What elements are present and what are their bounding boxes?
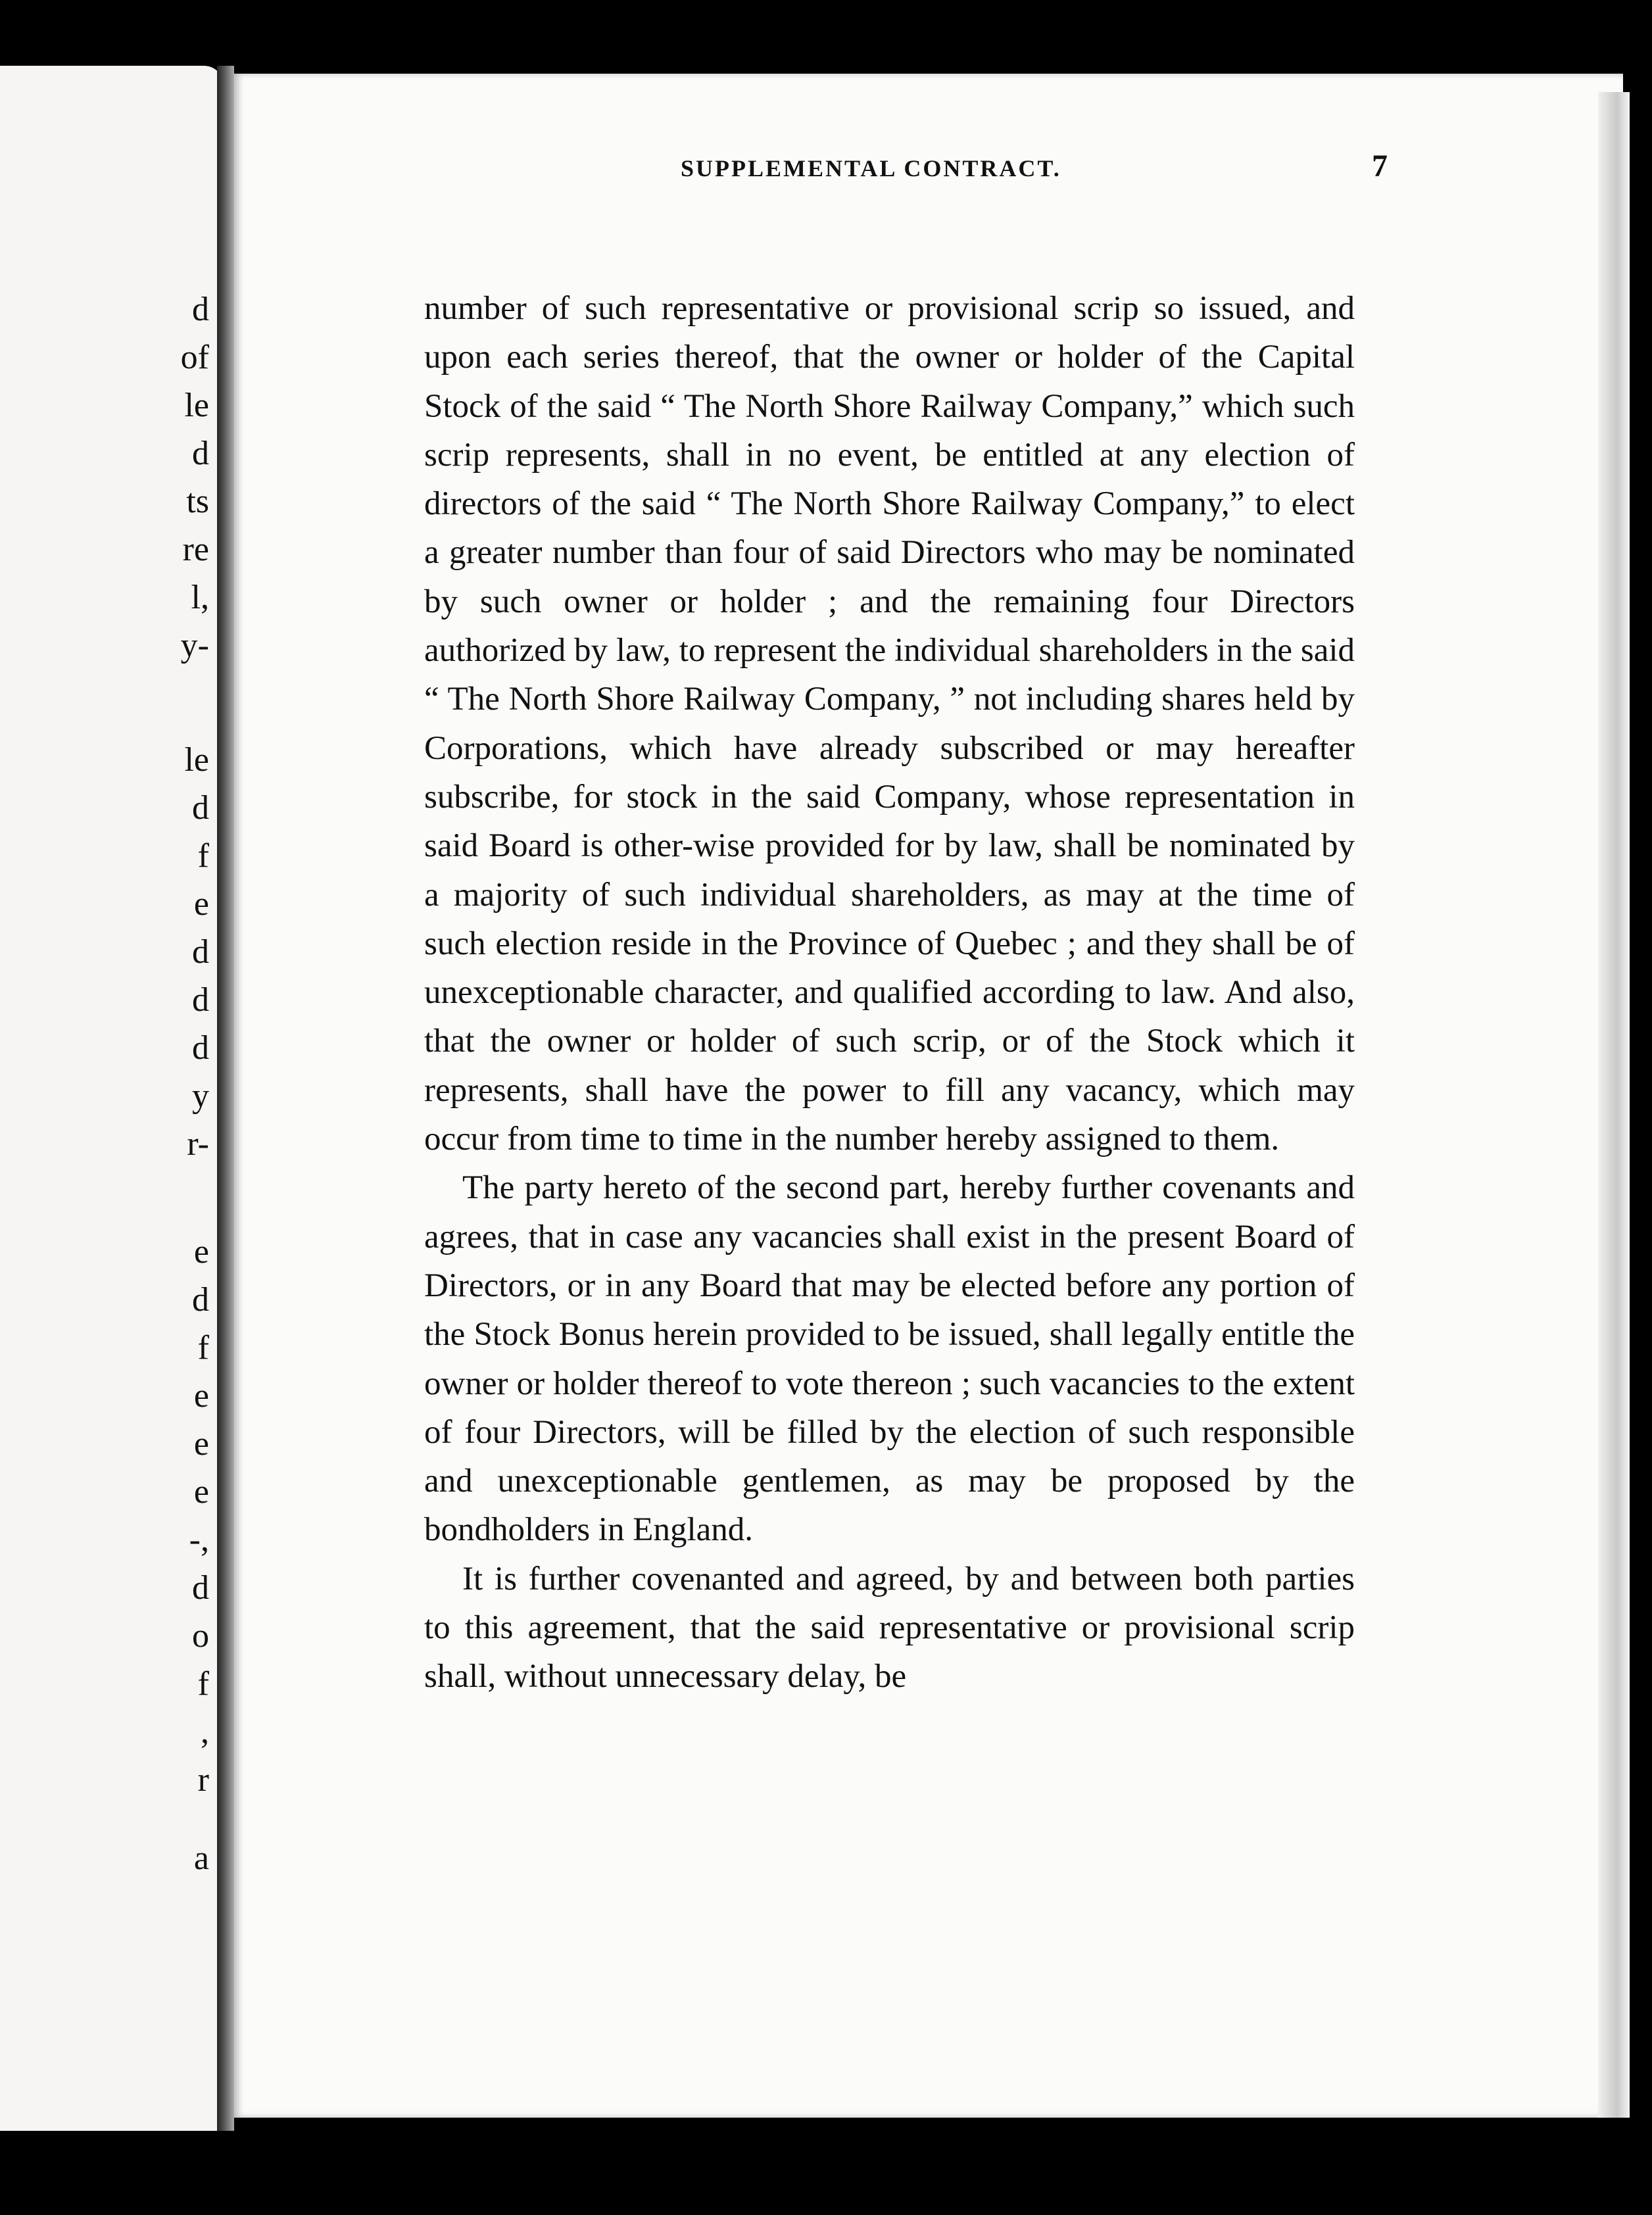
left-text-fragment: d xyxy=(192,1569,209,1607)
left-text-fragment: d xyxy=(192,933,209,971)
body-text xyxy=(424,284,1355,1701)
left-text-fragment: d xyxy=(192,1281,209,1319)
page-edge-shadow xyxy=(1598,92,1630,2118)
book-gutter xyxy=(217,66,234,2131)
left-text-fragment: d xyxy=(192,291,209,328)
left-text-fragment: r- xyxy=(187,1125,209,1163)
left-text-fragment: e xyxy=(193,1377,209,1415)
left-text-fragment: e xyxy=(193,885,209,923)
left-text-fragment: of xyxy=(180,339,209,376)
left-text-fragment: -, xyxy=(189,1521,209,1559)
left-text-fragment: e xyxy=(193,1233,209,1271)
left-text-fragment: e xyxy=(193,1425,209,1463)
left-text-fragment: , xyxy=(201,1713,209,1751)
paragraph: The party hereto of the second part, hereby further covenants and agrees, that in case any vacancies shall exist in the present Board of Directors, or in any Board that may be elected before any portion of the Stock Bonus herein provided to be issued, shall legally entitle the owner or holder thereof to vote thereon ; such vacancies to the extent of four Directors, will be filled by the election of such responsible and unexceptionable gentlemen, as may be proposed by the bondholders in England. xyxy=(424,1169,1355,1549)
paragraph: number of such representative or provisional scrip so issued, and upon each series thereof, that the owner or holder of the Capital Stock of the said “ The North Shore Railway Company,” which such scrip represents, shall in no event, be entitled at any election of directors of the said “ The North Shore Railway Company,” to elect a greater number than four of said Directors who may be nominated by such owner or holder ; and the remaining four Directors authorized by law, to represent the individual shareholders in the said “ The North Shore Railway Company, ” not including shares held by Corporations, which have already subscribed or may hereafter subscribe, for stock in the said Company, whose representation in said Board is other-wise provided for by law, shall be nominated by a majority of such individual shareholders, as may at the time of such election reside in the Province of Quebec ; and they shall be of unexceptionable character, and qualified according to law. And also, that the owner or holder of such scrip, or of the Stock which it represents, shall have the power to fill any vacancy, which may occur from time to time in the number hereby assigned to them. xyxy=(424,290,1355,1158)
left-text-fragment: y- xyxy=(180,627,209,664)
left-text-fragment: ts xyxy=(186,483,209,520)
left-text-fragment: d xyxy=(192,435,209,472)
left-text-fragment: f xyxy=(197,1665,209,1703)
left-text-fragment: f xyxy=(197,837,209,875)
running-title: SUPPLEMENTAL CONTRACT. xyxy=(681,155,1061,182)
left-text-fragment: l, xyxy=(191,579,209,616)
page-number: 7 xyxy=(1372,149,1388,183)
left-text-fragment: d xyxy=(192,1029,209,1067)
paragraph: It is further covenanted and agreed, by and between both parties to this agreement, that the said representative or provisional scrip shall, without unnecessary delay, be xyxy=(424,1560,1355,1695)
left-text-fragment: d xyxy=(192,789,209,827)
left-text-fragment: e xyxy=(193,1473,209,1511)
left-text-fragment: o xyxy=(192,1617,209,1655)
left-text-fragment: le xyxy=(184,741,209,779)
left-text-fragment: r xyxy=(197,1761,209,1799)
left-text-fragment: d xyxy=(192,981,209,1019)
left-text-fragment: f xyxy=(197,1329,209,1367)
left-text-fragment: a xyxy=(193,1839,209,1877)
page-header xyxy=(681,148,1388,184)
left-text-fragment: le xyxy=(184,387,209,424)
left-page xyxy=(0,66,224,2131)
left-text-fragment: y xyxy=(192,1077,209,1115)
left-text-fragment: re xyxy=(182,531,209,568)
